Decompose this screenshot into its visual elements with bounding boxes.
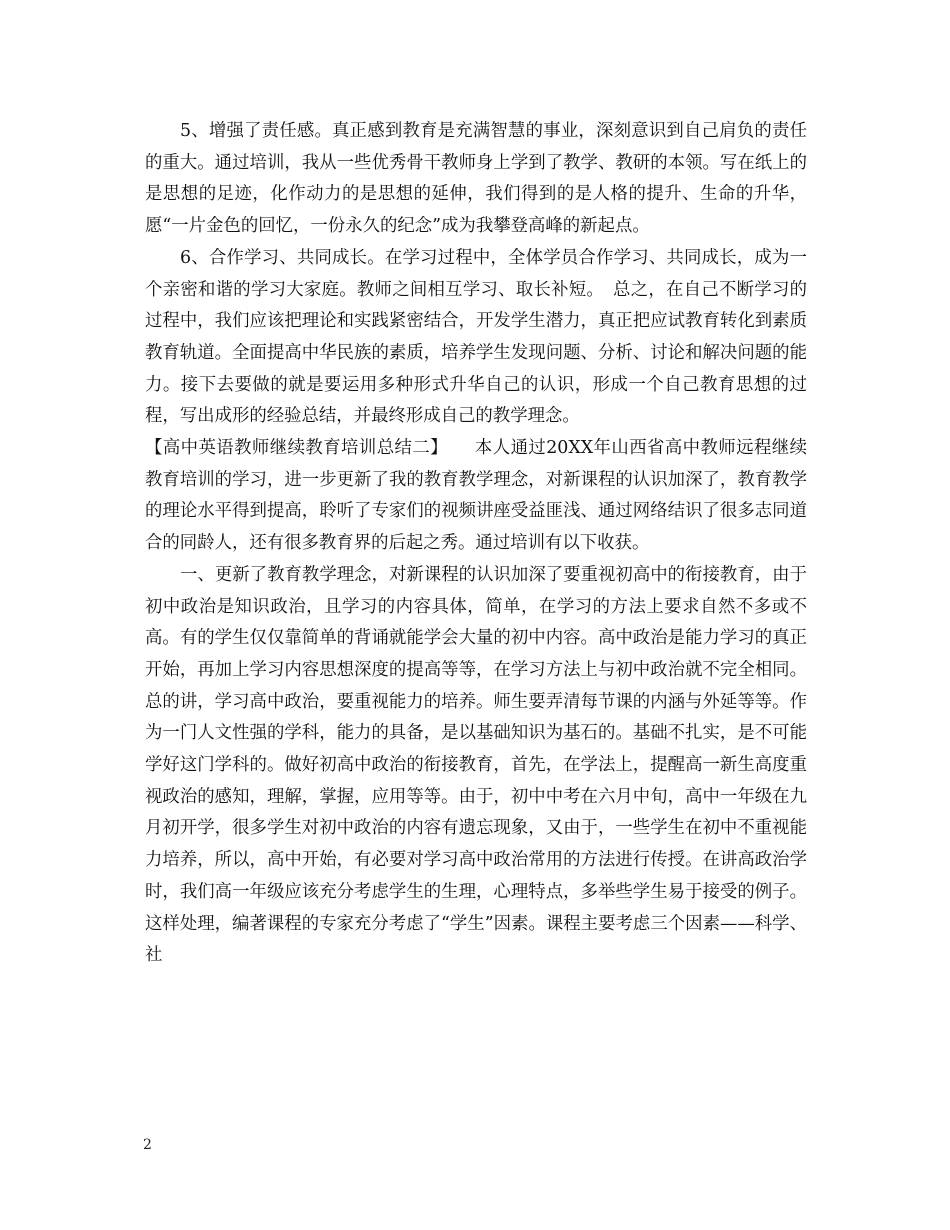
paragraph-summary-two: 【高中英语教师继续教育培训总结二】 本人通过20XX年山西省高中教师远程继续教育培训的学习，进一步更新了我的教育教学理念，对新课程的认识加深了，教育教学的理论水平得到提高，聆听了专家们的视频讲座受益匪浅、通过网络结识了很多志同道合的同龄人，还有很多教育界的后起之秀。通过培训有以下收获。	[145, 438, 807, 554]
paragraph-5: 5、增强了责任感。真正感到教育是充满智慧的事业，深刻意识到自己肩负的责任的重大。通过培训，我从一些优秀骨干教师身上学到了教学、教研的本领。写在纸上的是思想的足迹，化作动力的是思想的延伸，我们得到的是人格的提升、生命的升华，愿“一片金色的回忆，一份永久的纪念”成为我攀登高峰的新起点。	[145, 121, 807, 237]
page-number: 2	[143, 1137, 152, 1153]
paragraph-6: 6、合作学习、共同成长。在学习过程中，全体学员合作学习、共同成长，成为一个亲密和谐的学习大家庭。教师之间相互学习、取长补短。 总之，在自己不断学习的过程中，我们应该把理论和实践紧密结合，开发学生潜力，真正把应试教育转化到素质教育轨道。全面提高中华民族的素质，培养学生发现问题、分析、讨论和解决问题的能力。接下去要做的就是要运用多种形式升华自己的认识，形成一个自己教育思想的过程，写出成形的经验总结，并最终形成自己的教学理念。	[145, 247, 807, 427]
document-body	[145, 116, 807, 972]
paragraph-one-update-ideas: 一、更新了教育教学理念，对新课程的认识加深了要重视初高中的衔接教育，由于初中政治是知识政治，且学习的内容具体，简单，在学习的方法上要求自然不多或不高。有的学生仅仅靠简单的背诵就能学会大量的初中内容。高中政治是能力学习的真正开始，再加上学习内容思想深度的提高等等，在学习方法上与初中政治就不完全相同。总的讲，学习高中政治，要重视能力的培养。师生要弄清每节课的内涵与外延等等。作为一门人文性强的学科，能力的具备，是以基础知识为基石的。基础不扎实，是不可能学好这门学科的。做好初高中政治的衔接教育，首先，在学法上，提醒高一新生高度重视政治的感知，理解，掌握，应用等等。由于，初中中考在六月中旬，高中一年级在九月初开学，很多学生对初中政治的内容有遗忘现象，又由于，一些学生在初中不重视能力培养，所以，高中开始，有必要对学习高中政治常用的方法进行传授。在讲高政治学时，我们高一年级应该充分考虑学生的生理，心理特点，多举些学生易于接受的例子。这样处理，编著课程的专家充分考虑了“学生”因素。课程主要考虑三个因素——科学、社	[145, 564, 807, 966]
